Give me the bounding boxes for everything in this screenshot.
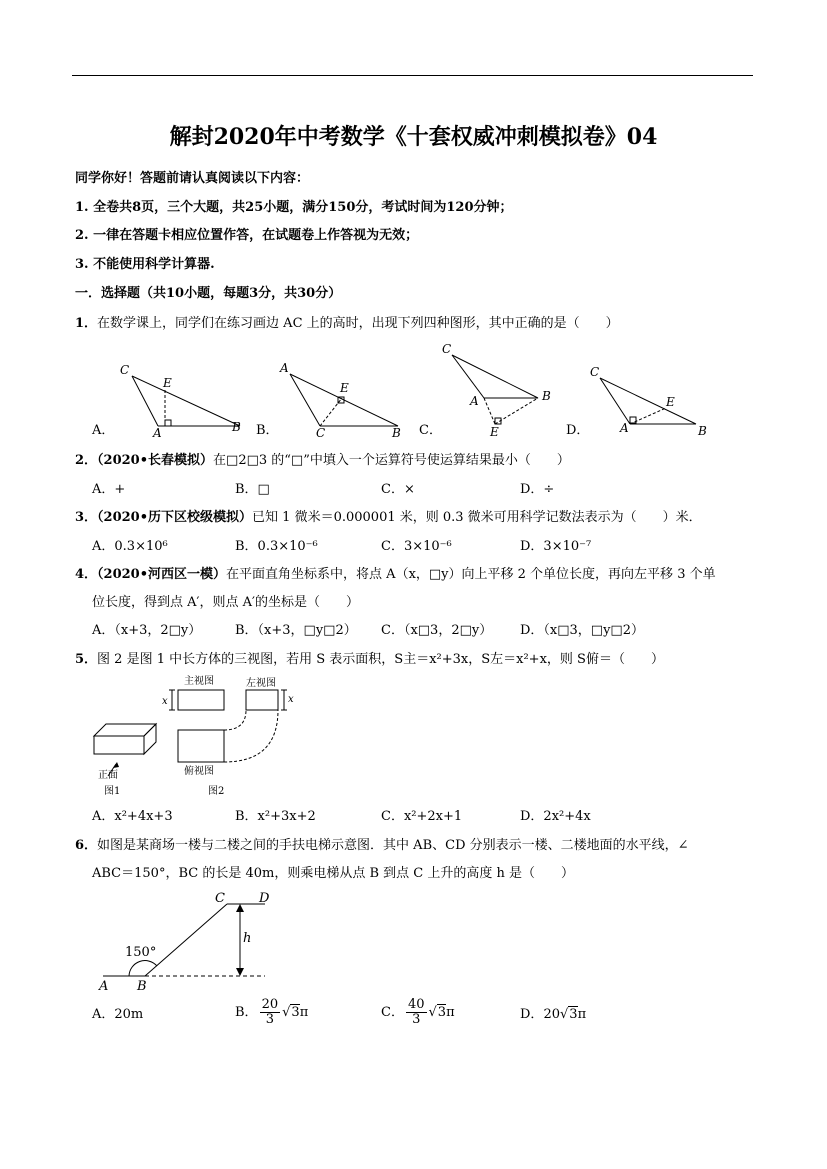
question-source: （2020•长春模拟） xyxy=(97,453,214,468)
fig1-label: 图1 xyxy=(104,786,121,797)
q6-option-c[interactable]: C． $\frac{40}{3}$ √3π xyxy=(381,997,455,1027)
label-e: E xyxy=(163,376,172,390)
question-6 xyxy=(75,837,689,855)
q6-option-a[interactable]: A．20m xyxy=(92,1007,144,1022)
q2-option-a[interactable]: A．+ xyxy=(92,482,126,497)
section-heading: 一．选择题（共10小题，每题3分，共30分） xyxy=(75,286,342,301)
q2-option-b[interactable]: B．□ xyxy=(235,482,270,497)
label-c: C xyxy=(316,426,326,440)
label-c: C xyxy=(120,363,130,377)
question-text: 如图是某商场一楼与二楼之间的手扶电梯示意图．其中 AB、CD 分别表示一楼、二楼地面的水平线，∠ xyxy=(97,838,689,853)
left-view-label: 左视图 xyxy=(246,678,276,689)
question-6-line-2: ABC＝150°，BC 的长是 40m，则乘电梯从点 B 到点 C 上升的高度 h 是（ ） xyxy=(92,866,574,881)
q6-option-d[interactable]: D．20√3π xyxy=(520,1007,587,1022)
question-4-line-2: 位长度，得到点 A′，则点 A′的坐标是（ ） xyxy=(92,595,359,610)
label-a: A xyxy=(99,979,109,994)
question-1 xyxy=(75,315,619,333)
question-source: （2020•历下区校级模拟） xyxy=(97,510,253,525)
question-number: 5． xyxy=(75,652,98,667)
q4-option-b[interactable]: B．（x+3，□y□2） xyxy=(235,623,357,638)
fig2-label: 图2 xyxy=(208,786,225,797)
label-b: B xyxy=(392,426,401,440)
q4-option-a[interactable]: A．（x+3，2□y） xyxy=(92,623,202,638)
question-text: 在□2□3 的“□”中填入一个运算符号使运算结果最小（ ） xyxy=(213,453,570,468)
q4-option-c[interactable]: C．（x□3，2□y） xyxy=(381,623,493,638)
label-b: B xyxy=(542,389,551,403)
top-view-label: 俯视图 xyxy=(184,766,214,777)
label-b: B xyxy=(698,424,707,438)
question-source: （2020•河西区一模） xyxy=(97,567,227,582)
q1-option-a[interactable]: A． xyxy=(92,423,115,438)
label-a: A xyxy=(280,361,289,375)
x-label: x xyxy=(288,694,294,705)
q1-option-d[interactable]: D． xyxy=(566,423,590,438)
label-a: A xyxy=(470,394,479,408)
q5-option-b[interactable]: B．x²+3x+2 xyxy=(235,809,316,824)
header-rule xyxy=(72,75,753,76)
question-2 xyxy=(75,452,570,470)
label-d: D xyxy=(259,891,270,906)
q3-option-c[interactable]: C．3×10⁻⁶ xyxy=(381,539,452,554)
front-view-label: 主视图 xyxy=(184,676,214,687)
q6-option-b[interactable]: B． $\frac{20}{3}$ √3π xyxy=(235,997,309,1027)
question-text: 已知 1 微米＝0.000001 米，则 0.3 微米可用科学记数法表示为（ ）米． xyxy=(252,510,702,525)
label-e: E xyxy=(490,425,499,439)
question-3 xyxy=(75,509,702,527)
question-5 xyxy=(75,651,664,669)
question-text: 图 2 是图 1 中长方体的三视图，若用 S 表示面积，S主＝x²+3x，S左＝x²+x，则 S俯＝（ ） xyxy=(97,652,664,667)
q3-option-d[interactable]: D．3×10⁻⁷ xyxy=(520,539,592,554)
x-label: x xyxy=(162,696,168,707)
label-b: B xyxy=(232,420,241,434)
question-number: 4． xyxy=(75,567,98,582)
label-c: C xyxy=(442,342,452,356)
question-number: 1． xyxy=(75,316,98,331)
intro-rule-2: 2. 一律在答题卡相应位置作答，在试题卷上作答视为无效； xyxy=(75,228,419,243)
question-4 xyxy=(75,566,716,584)
intro-rule-1: 1. 全卷共8页，三个大题，共25小题，满分150分，考试时间为120分钟； xyxy=(75,200,513,215)
q1-option-c[interactable]: C． xyxy=(419,423,442,438)
label-c: C xyxy=(590,365,600,379)
page-title: 解封2020年中考数学《十套权威冲刺模拟卷》04 xyxy=(169,124,658,150)
q2-option-c[interactable]: C．× xyxy=(381,482,415,497)
q5-figure xyxy=(88,672,318,802)
question-number: 3． xyxy=(75,510,98,525)
fraction: $\frac{40}{3}$ xyxy=(407,997,425,1027)
front-label: 正面 xyxy=(98,770,118,781)
label-e: E xyxy=(340,381,349,395)
q5-option-a[interactable]: A．x²+4x+3 xyxy=(92,809,173,824)
question-text: 在数学课上，同学们在练习画边 AC 上的高时，出现下列四种图形，其中正确的是（ ） xyxy=(97,316,619,331)
question-number: 6． xyxy=(75,838,98,853)
label-a: A xyxy=(620,421,629,435)
q1-option-b[interactable]: B． xyxy=(256,423,279,438)
q4-option-d[interactable]: D．（x□3，□y□2） xyxy=(520,623,644,638)
label-e: E xyxy=(666,395,675,409)
question-text: 在平面直角坐标系中，将点 A（x，□y）向上平移 2 个单位长度，再向左平移 3 个单 xyxy=(226,567,716,582)
fraction: $\frac{20}{3}$ xyxy=(261,997,279,1027)
q3-option-b[interactable]: B．0.3×10⁻⁶ xyxy=(235,539,318,554)
q6-figure xyxy=(95,886,295,996)
label-a: A xyxy=(153,426,162,440)
q5-option-d[interactable]: D．2x²+4x xyxy=(520,809,591,824)
intro-rule-3: 3. 不能使用科学计算器. xyxy=(75,257,215,272)
intro-greeting: 同学你好！答题前请认真阅读以下内容： xyxy=(75,171,310,186)
label-b: B xyxy=(137,979,147,994)
label-c: C xyxy=(215,891,225,906)
question-number: 2． xyxy=(75,453,98,468)
label-h: h xyxy=(243,931,252,946)
q2-option-d[interactable]: D．÷ xyxy=(520,482,555,497)
q5-option-c[interactable]: C．x²+2x+1 xyxy=(381,809,463,824)
q3-option-a[interactable]: A．0.3×10⁶ xyxy=(92,539,168,554)
angle-label: 150° xyxy=(125,945,157,960)
